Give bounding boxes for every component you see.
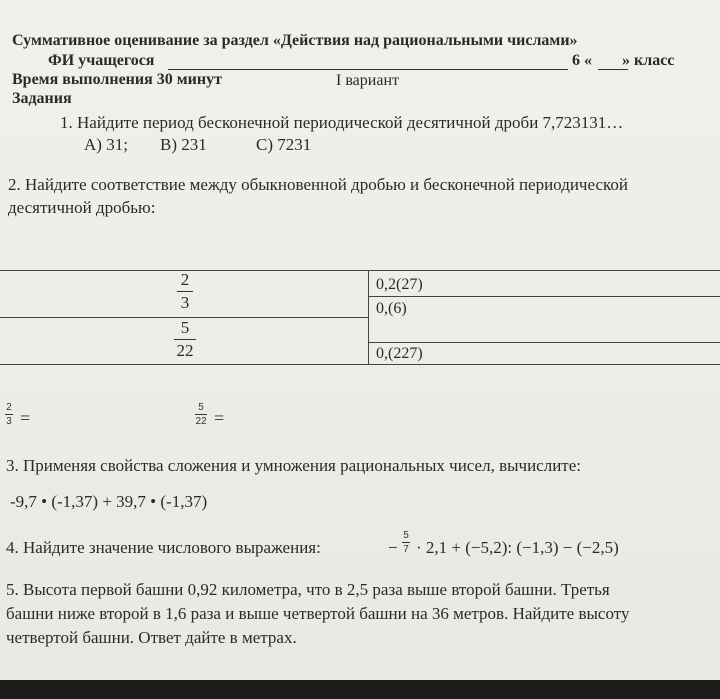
task1-option-a: А) 31; [84, 135, 128, 154]
fraction-numerator: 2 [180, 270, 190, 289]
fraction-numerator: 5 [180, 318, 190, 337]
table-decimal-2: 0,(6) [376, 300, 407, 317]
time-text: Время выполнения 30 минут [12, 71, 222, 88]
fraction-numerator: 5 [403, 530, 409, 541]
table-fraction-2-3 [170, 270, 200, 313]
task5-text-line3: четвертой башни. Ответ дайте в метрах. [6, 628, 297, 647]
grade-label [572, 52, 674, 70]
task4-fraction-5-7 [400, 530, 412, 555]
student-name-label: ФИ учащегося [48, 52, 155, 69]
student-name-line [168, 69, 568, 70]
task5-text-line2: башни ниже второй в 1,6 раза и выше четвертой башни на 36 метров. Найдите высоту [6, 604, 630, 623]
task2-text-line1: 2. Найдите соответствие между обыкновенной дробью и бесконечной периодической [8, 175, 628, 194]
table-decimal-1: 0,2(27) [376, 276, 423, 293]
task1-option-b: В) 231 [160, 135, 207, 154]
task1-option-c: С) 7231 [256, 135, 312, 154]
worksheet-title: Суммативное оценивание за раздел «Действия над рациональными числами» [12, 32, 578, 49]
grade-prefix: 6 « [572, 52, 592, 69]
task5-text-line1: 5. Высота первой башни 0,92 километра, что в 2,5 раза выше второй башни. Третья [6, 580, 610, 599]
time-label [12, 71, 222, 89]
grade-suffix: » класс [622, 52, 675, 69]
answer-fraction-2-3 [2, 402, 16, 427]
fraction-denominator: 3 [180, 293, 190, 312]
task4-expression: · 2,1 + (−5,2): (−1,3) − (−2,5) [416, 538, 619, 557]
answer-equals-2: = [214, 408, 225, 428]
grade-blank-line [598, 69, 628, 70]
fraction-numerator: 5 [198, 402, 204, 413]
task2-text-line2: десятичной дробью: [8, 198, 156, 217]
fraction-numerator: 2 [6, 402, 12, 413]
variant-label: I вариант [336, 72, 399, 89]
answer-equals-1: = [20, 408, 31, 428]
task1-text: 1. Найдите период бесконечной периодической десятичной дроби 7,723131… [60, 113, 624, 132]
table-fraction-5-22 [168, 318, 202, 361]
answer-fraction-5-22 [192, 402, 210, 427]
fraction-denominator: 22 [195, 416, 207, 427]
fraction-denominator: 22 [176, 341, 194, 360]
task3-text: 3. Применяя свойства сложения и умножения рациональных чисел, вычислите: [6, 456, 582, 475]
task4-minus: − [388, 538, 398, 557]
task3-expression: -9,7 • (-1,37) + 39,7 • (-1,37) [10, 492, 208, 511]
task4-text: 4. Найдите значение числового выражения: [6, 538, 321, 557]
fraction-denominator: 3 [6, 416, 12, 427]
fraction-denominator: 7 [403, 544, 409, 555]
tasks-heading: Задания [12, 90, 72, 107]
table-decimal-3: 0,(227) [376, 345, 423, 362]
